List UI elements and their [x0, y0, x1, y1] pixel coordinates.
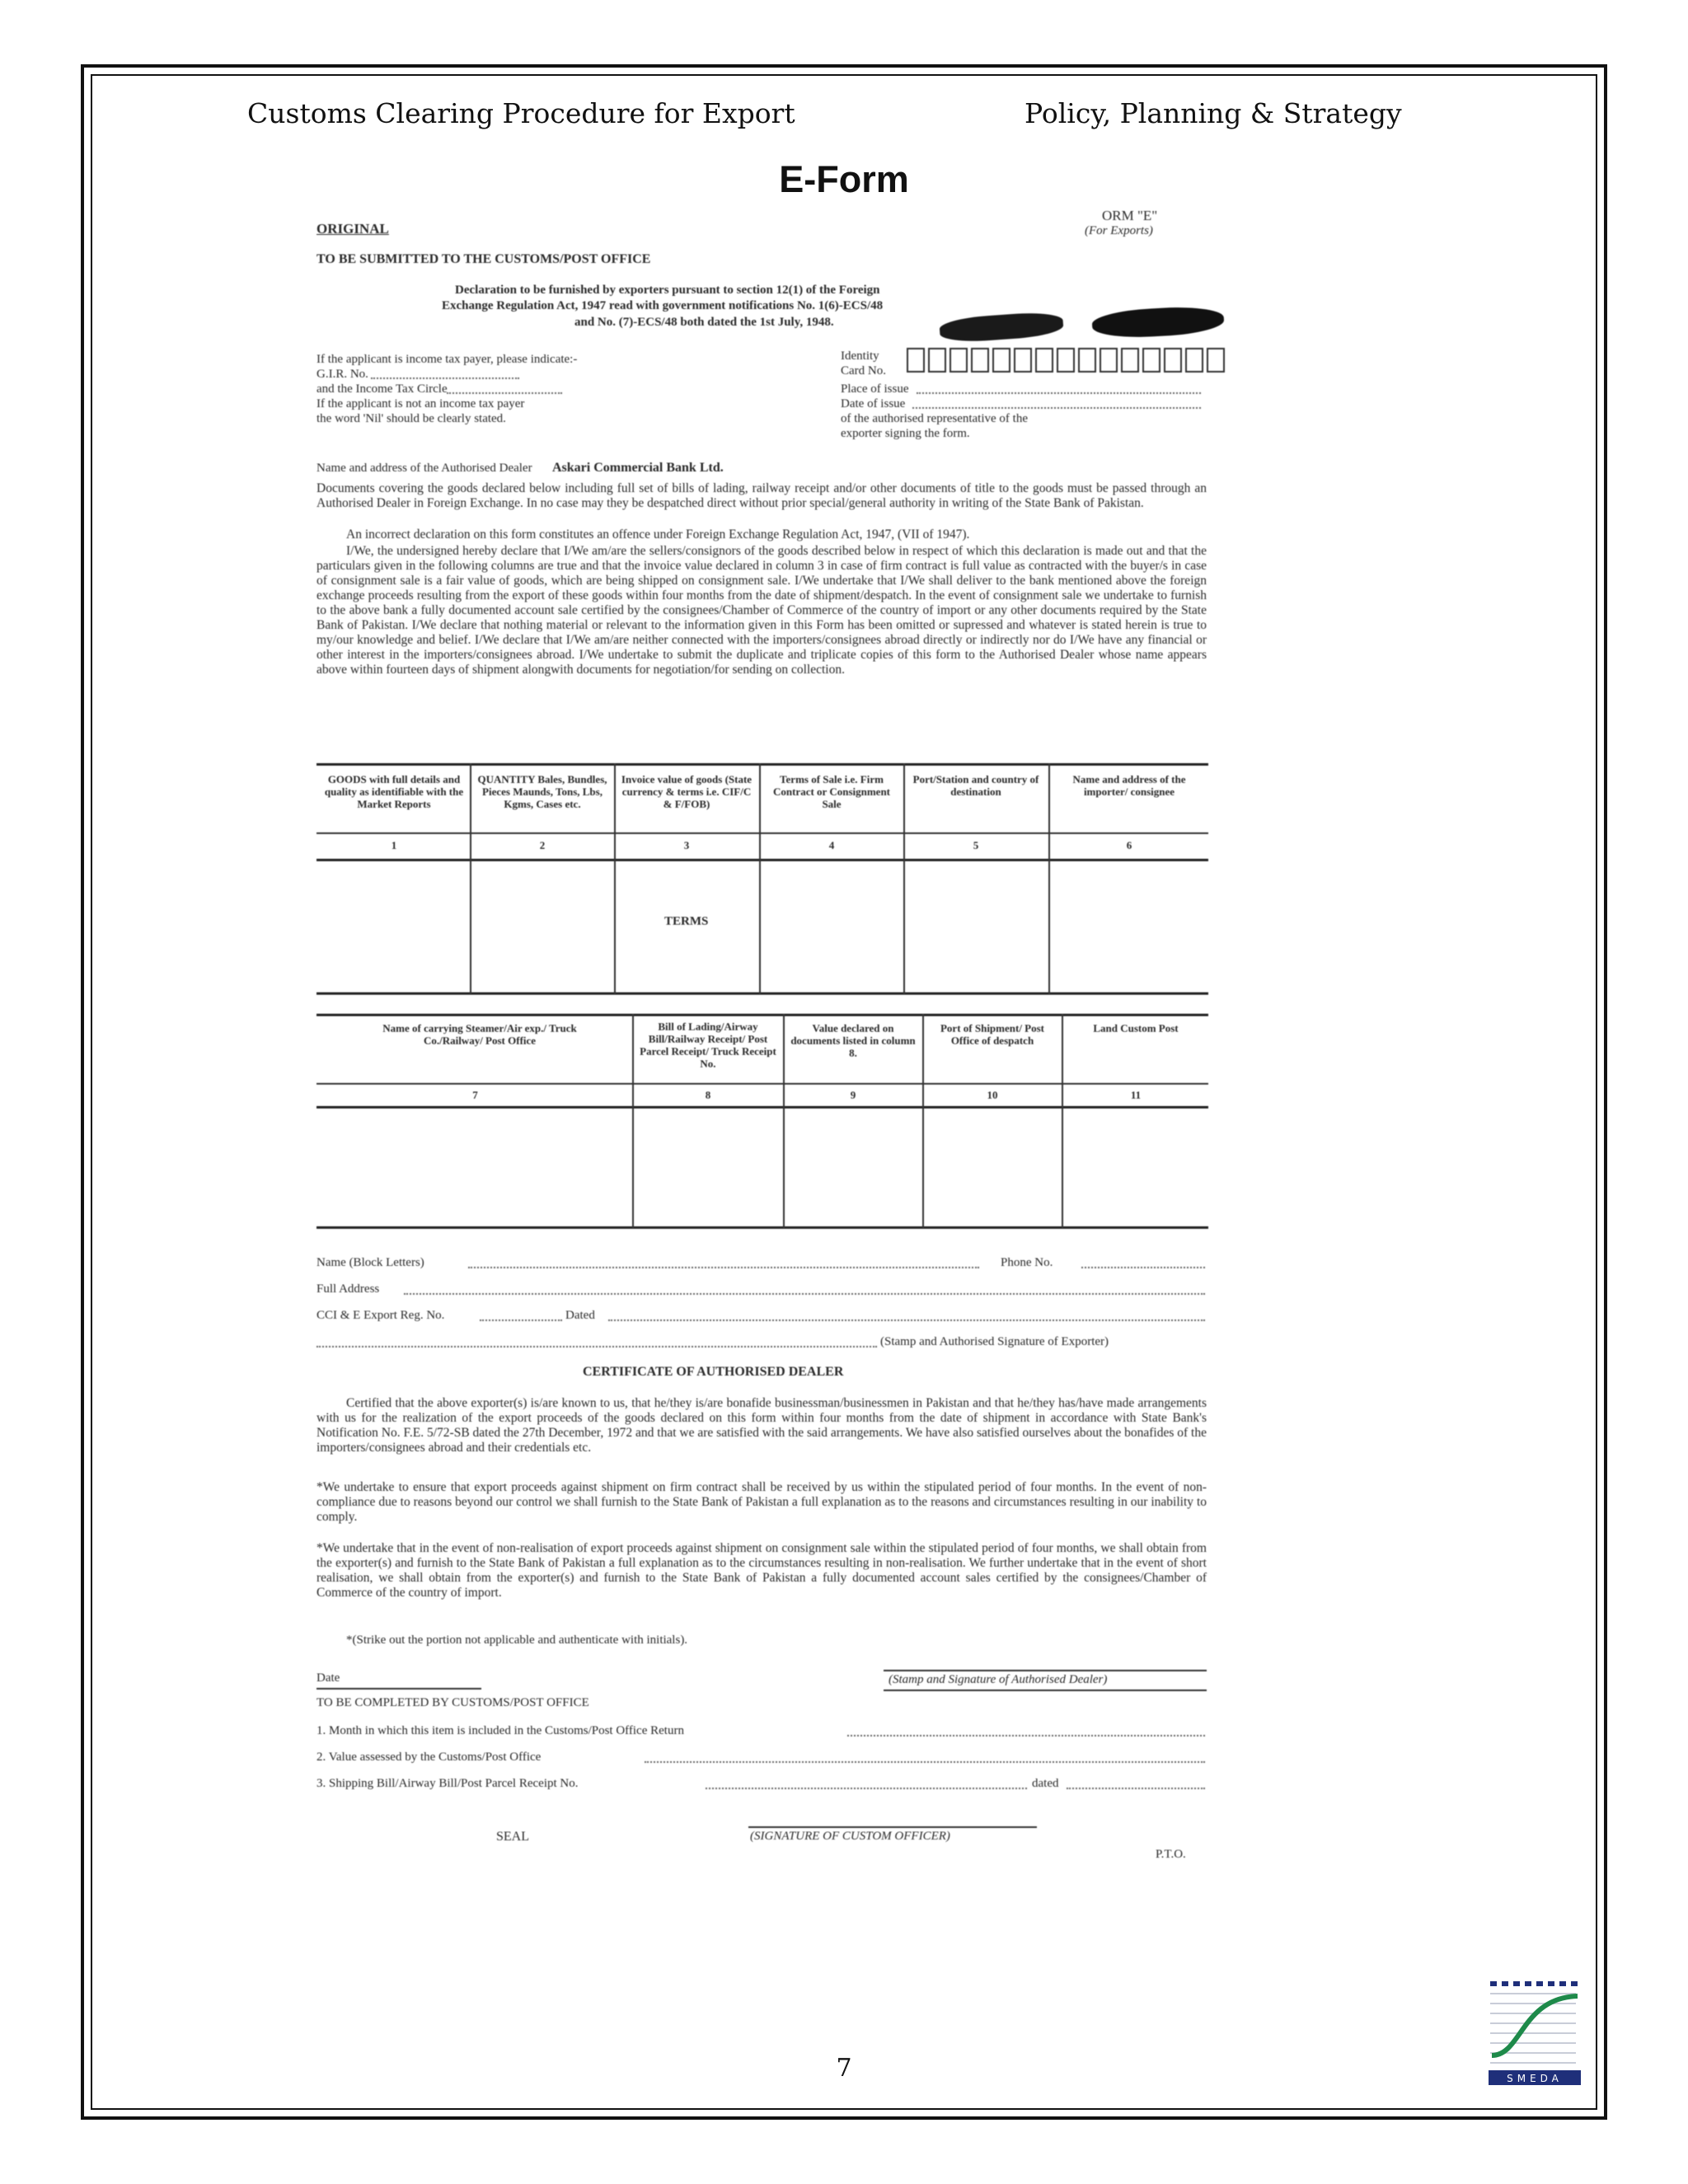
scanned-e-form	[307, 206, 1212, 1953]
redaction-mark-2	[1091, 305, 1225, 340]
table2-header-carrier: Name of carrying Steamer/Air exp./ Truck Co./Railway/ Post Office	[382, 1022, 577, 1047]
redaction-mark	[939, 311, 1064, 344]
table1-col-number: 5	[973, 839, 979, 851]
table1-col-number: 3	[683, 839, 690, 851]
declaration-line-1: Declaration to be furnished by exporters pursuant to section 12(1) of the Foreign	[455, 284, 880, 297]
declaration-line-2: Exchange Regulation Act, 1947 read with government notifications No. 1(6)-ECS/48	[442, 299, 884, 312]
table2-header-port: Port of Shipment/ Post Office of despatch	[940, 1022, 1045, 1047]
date-label: Date	[316, 1671, 340, 1685]
para-declaration: I/We, the undersigned hereby declare that I/We am/are the sellers/consignors of the goods described below in respect of which this declaration is made out and that the particulars given in the following columns are true and that the invoice value declared in column 3 in case of firm contract is full value as contracted with the buyer/s in case of consignment sale is a fair value of goods, which are being shipped on consignment sale. I/We undertake that I/We shall deliver to the bank mentioned above the foreign exchange proceeds resulting from the export of these goods within four months from the date of shipment/despatch. In the event of consignment sale we undertake to furnish to the above bank a fully documented account sale certified by the consignees/Chamber of Commerce of the country of import or any other documents required by the State Bank of Pakistan. I/We declare that nothing material or relevant to the information given in this Form has been omitted or supressed and whatever is stated herein is true to my/our knowledge and belief. I/We declare that I/We am/are neither connected with the importers/consignees abroad directly or indirectly nor do I/We have any financial or other interest in the importers/consignees abroad. I/We undertake to submit the duplicate and triplicate copies of this form to the Authorised Dealer whose name appears above within fourteen days of shipment alongwith documents for negotiation/for sending on collection.	[316, 544, 1207, 677]
smeda-logo	[1489, 1980, 1581, 2085]
certificate-para-2: *We undertake to ensure that export proceeds against shipment on firm contract shall be received by us within the stipulated period of four months. In the event of non-compliance due to reasons beyond our control we shall furnish to the State Bank of Pakistan a full explanation as to the reasons and circumstances resulting in our inability to comply.	[316, 1480, 1207, 1524]
table2-col-number: 8	[705, 1089, 711, 1101]
customs-item-3: 3. Shipping Bill/Airway Bill/Post Parcel Receipt No.	[316, 1777, 579, 1790]
dealer-label: Name and address of the Authorised Dealer	[316, 462, 532, 475]
name-block-letters-label: Name (Block Letters)	[316, 1256, 424, 1269]
field-authorised-rep: of the authorised representative of the	[841, 412, 1028, 425]
field-not-taxpayer: If the applicant is not an income tax payer	[316, 397, 525, 410]
customs-heading: TO BE COMPLETED BY CUSTOMS/POST OFFICE	[316, 1696, 589, 1709]
table1-col-number: 1	[391, 839, 397, 851]
customs-item-2: 2. Value assessed by the Customs/Post Office	[316, 1750, 542, 1764]
table1-col-number: 2	[539, 839, 546, 851]
cci-label: CCI & E Export Reg. No.	[316, 1309, 445, 1322]
field-nil: the word 'Nil' should be clearly stated.	[316, 412, 506, 425]
identity-card-boxes	[907, 348, 1228, 373]
table1-header-goods: GOODS with full details and quality as identifiable with the Market Reports	[324, 773, 464, 810]
table1-header-terms: Terms of Sale i.e. Firm Contract or Consignment Sale	[772, 773, 891, 810]
table1-header-invoice: Invoice value of goods (State currency & terms i.e. CIF/C & F/FOB)	[621, 773, 753, 810]
field-place-issue: Place of issue	[841, 382, 909, 396]
field-card-no: Card No.	[841, 364, 886, 377]
header-left: Customs Clearing Procedure for Export	[247, 97, 795, 129]
certificate-heading: CERTIFICATE OF AUTHORISED DEALER	[583, 1365, 844, 1379]
submit-heading: TO BE SUBMITTED TO THE CUSTOMS/POST OFFICE	[316, 252, 651, 266]
stamp-exporter-label: (Stamp and Authorised Signature of Exporter)	[880, 1335, 1109, 1348]
strike-out-note: *(Strike out the portion not applicable and authenticate with initials).	[346, 1633, 688, 1647]
table2-header-bill: Bill of Lading/Airway Bill/Railway Receipt/ Post Parcel Receipt/ Truck Receipt No.	[640, 1020, 776, 1070]
svg-text:SMEDA: SMEDA	[1507, 2073, 1563, 2084]
page-title: E-Form	[779, 158, 909, 200]
full-address-label: Full Address	[316, 1282, 380, 1296]
table2-header-value: Value declared on documents listed in column 8.	[790, 1022, 916, 1059]
para-documents: Documents covering the goods declared below including full set of bills of lading, railway receipt and/or other documents of title to the goods must be passed through an Authorised Dealer in Foreign Exchange. In no case may they be despatched direct without prior special/general authority in writing of the State Bank of Pakistan.	[316, 481, 1207, 510]
table1-col-number: 6	[1126, 839, 1132, 851]
table2-col-number: 11	[1130, 1089, 1142, 1101]
field-identity: Identity	[841, 349, 879, 363]
table2-col-number: 7	[472, 1089, 478, 1101]
field-exporter-signing: exporter signing the form.	[841, 427, 970, 440]
original-label: ORIGINAL	[316, 221, 389, 237]
terms-cell-text: TERMS	[664, 915, 709, 928]
dealer-name: Askari Commercial Bank Ltd.	[552, 461, 724, 475]
custom-officer-signature-label: (SIGNATURE OF CUSTOM OFFICER)	[750, 1830, 950, 1843]
pto-label: P.T.O.	[1156, 1848, 1186, 1861]
page-number: 7	[836, 2054, 852, 2083]
seal-label: SEAL	[496, 1830, 529, 1844]
stamp-dealer-label: (Stamp and Signature of Authorised Dealer)	[889, 1673, 1108, 1686]
field-income-tax: If the applicant is income tax payer, please indicate:-	[316, 353, 578, 366]
field-date-issue: Date of issue	[841, 397, 906, 410]
dated-label: Dated	[565, 1309, 595, 1322]
table1-col-number: 4	[828, 839, 835, 851]
certificate-para-3: *We undertake that in the event of non-realisation of export proceeds against shipment on consignment sale within the stipulated period of four months, we shall obtain from the exporter(s) and furnish to the State Bank of Pakistan a full explanation as to the circumstances resulting in non-realisation. We further undertake that in the event of short realisation, we shall obtain from the exporter(s) and furnish to the State Bank of Pakistan a fully documented account sales certified by the consignees/Chamber of Commerce of the country of import.	[316, 1541, 1207, 1600]
header-right: Policy, Planning & Strategy	[1025, 97, 1402, 129]
table2-col-number: 9	[850, 1089, 856, 1101]
field-gir: G.I.R. No.	[316, 368, 368, 381]
field-tax-circle: and the Income Tax Circle	[316, 382, 448, 396]
phone-label: Phone No.	[1001, 1256, 1053, 1269]
table1-header-quantity: QUANTITY Bales, Bundles, Pieces Maunds, Tons, Lbs, Kgms, Cases etc.	[477, 773, 607, 810]
table1-header-port: Port/Station and country of destination	[912, 773, 1039, 798]
para-incorrect: An incorrect declaration on this form constitutes an offence under Foreign Exchange Regulation Act, 1947, (VII of 1947).	[346, 527, 970, 541]
table1-header-importer: Name and address of the importer/ consignee	[1072, 773, 1186, 798]
table2-col-number: 10	[987, 1089, 998, 1101]
certificate-para-1: Certified that the above exporter(s) is/are known to us, that he/they is/are bonafide businessman/businessmen in Pakistan and that he/they has/have made arrangements with us for the realization of the export proceeds of the goods declared on this form within four months from the date of shipment in accordance with State Bank's Notification No. F.E. 5/72-SB dated the 27th December, 1972 and that we are satisfied with the said arrangements. We have also satisfied ourselves about the bonafides of the importers/consignees abroad and their credentials etc.	[316, 1396, 1207, 1455]
dated-small-label: dated	[1032, 1777, 1059, 1790]
table2-header-land-custom: Land Custom Post	[1093, 1022, 1179, 1034]
customs-item-1: 1. Month in which this item is included in the Customs/Post Office Return	[316, 1724, 684, 1737]
form-e-label: ORM "E"	[1102, 208, 1158, 223]
declaration-line-3: and No. (7)-ECS/48 both dated the 1st July, 1948.	[574, 316, 834, 329]
for-exports-label: (For Exports)	[1085, 224, 1153, 237]
